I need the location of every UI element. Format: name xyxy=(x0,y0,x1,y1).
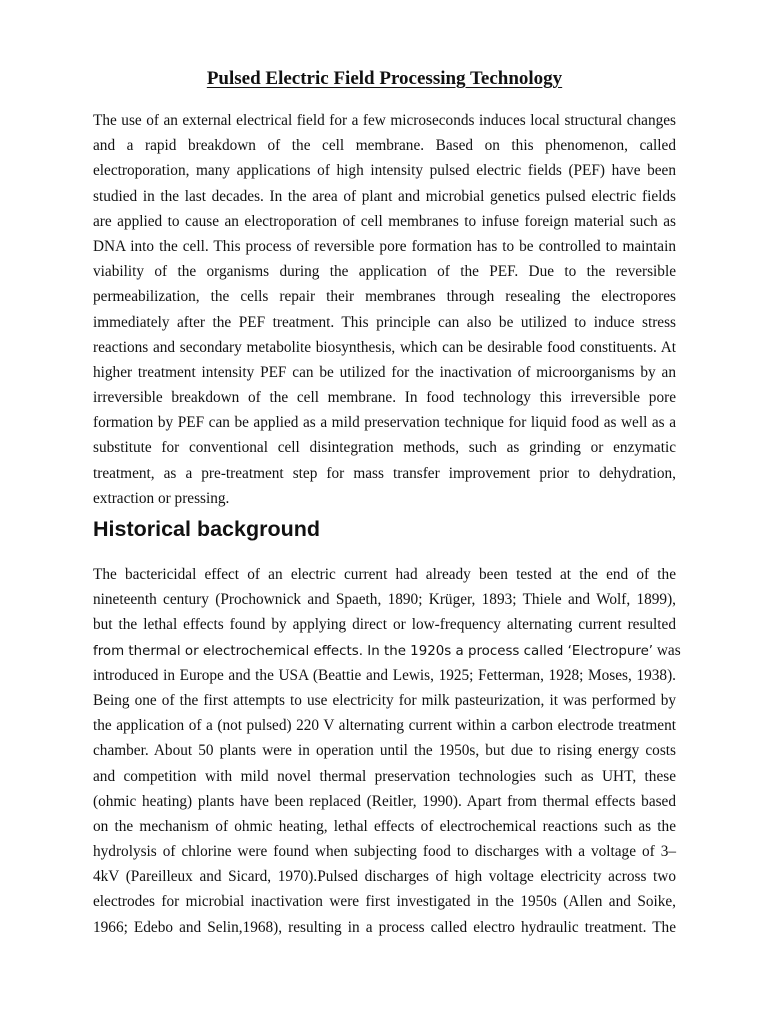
paragraph-line: introduced in Europe and the USA (Beattie and Lewis, 1925; Fetterman, 1928; Moses, 1938). xyxy=(93,666,676,684)
document-page xyxy=(93,64,681,940)
paragraph-line-tail: was xyxy=(653,641,681,659)
paragraph-line: substitute for conventional cell disintegration methods, such as grinding or enzymatic xyxy=(93,439,676,457)
paragraph-line: permeabilization, the cells repair their membranes through resealing the electropores xyxy=(93,288,676,306)
paragraph-line xyxy=(93,638,681,663)
paragraph-line: viability of the organisms during the application of the PEF. Due to the reversible xyxy=(93,263,676,281)
intro-paragraph xyxy=(93,108,676,511)
paragraph-line: on the mechanism of ohmic heating, lethal effects of electrochemical reactions such as the xyxy=(93,817,676,835)
paragraph-line: the application of a (not pulsed) 220 V alternating current within a carbon electrode treatment xyxy=(93,717,676,735)
paragraph-line: irreversible breakdown of the cell membrane. In food technology this irreversible pore xyxy=(93,389,676,407)
paragraph-line: treatment, as a pre-treatment step for mass transfer improvement prior to dehydration, xyxy=(93,464,676,482)
paragraph-line: immediately after the PEF treatment. This principle can also be utilized to induce stress xyxy=(93,313,676,331)
history-paragraph xyxy=(93,562,681,940)
paragraph-line-sans-segment: from thermal or electrochemical effects. In the 1920s a process called ‘Electropure’ xyxy=(93,643,654,659)
paragraph-line: (ohmic heating) plants have been replaced (Reitler, 1990). Apart from thermal effects based xyxy=(93,792,676,810)
paragraph-line: The use of an external electrical field for a few microseconds induces local structural changes xyxy=(93,112,676,129)
paragraph-line: chamber. About 50 plants were in operation until the 1950s, but due to rising energy costs xyxy=(93,742,676,760)
paragraph-line: nineteenth century (Prochownick and Spaeth, 1890; Krüger, 1893; Thiele and Wolf, 1899), xyxy=(93,591,676,609)
paragraph-line: electroporation, many applications of high intensity pulsed electric fields (PEF) have been xyxy=(93,162,676,180)
paragraph-line: reactions and secondary metabolite biosynthesis, which can be desirable food constituents. At xyxy=(93,338,676,356)
page-title: Pulsed Electric Field Processing Technology xyxy=(206,68,563,89)
paragraph-line: formation by PEF can be applied as a mild preservation technique for liquid food as well as a xyxy=(93,414,676,432)
paragraph-line: 4kV (Pareilleux and Sicard, 1970).Pulsed discharges of high voltage electricity across two xyxy=(93,868,676,886)
paragraph-line: hydrolysis of chlorine were found when subjecting food to discharges with a voltage of 3– xyxy=(93,843,676,861)
paragraph-line: but the lethal effects found by applying direct or low-frequency alternating current resulted xyxy=(93,616,676,634)
paragraph-line: extraction or pressing. xyxy=(93,489,230,507)
paragraph-line: studied in the last decades. In the area of plant and microbial genetics pulsed electric fields xyxy=(93,187,676,205)
paragraph-line: The bactericidal effect of an electric current had already been tested at the end of the xyxy=(93,566,676,583)
paragraph-line: higher treatment intensity PEF can be utilized for the inactivation of microorganisms by an xyxy=(93,363,676,381)
paragraph-line: DNA into the cell. This process of reversible pore formation has to be controlled to maintain xyxy=(93,237,676,255)
heading-spacer xyxy=(93,546,676,562)
paragraph-line: and competition with mild novel thermal preservation technologies such as UHT, these xyxy=(93,767,676,785)
section-heading: Historical background xyxy=(93,517,320,541)
paragraph-line: 1966; Edebo and Selin,1968), resulting in a process called electro hydraulic treatment. The xyxy=(93,918,676,936)
paragraph-line: are applied to cause an electroporation of cell membranes to infuse foreign material such as xyxy=(93,212,676,230)
paragraph-line: electrodes for microbial inactivation were first investigated in the 1950s (Allen and Soike, xyxy=(93,893,676,911)
paragraph-line: and a rapid breakdown of the cell membrane. Based on this phenomenon, called xyxy=(93,137,676,155)
paragraph-line: Being one of the first attempts to use electricity for milk pasteurization, it was performed by xyxy=(93,691,676,709)
